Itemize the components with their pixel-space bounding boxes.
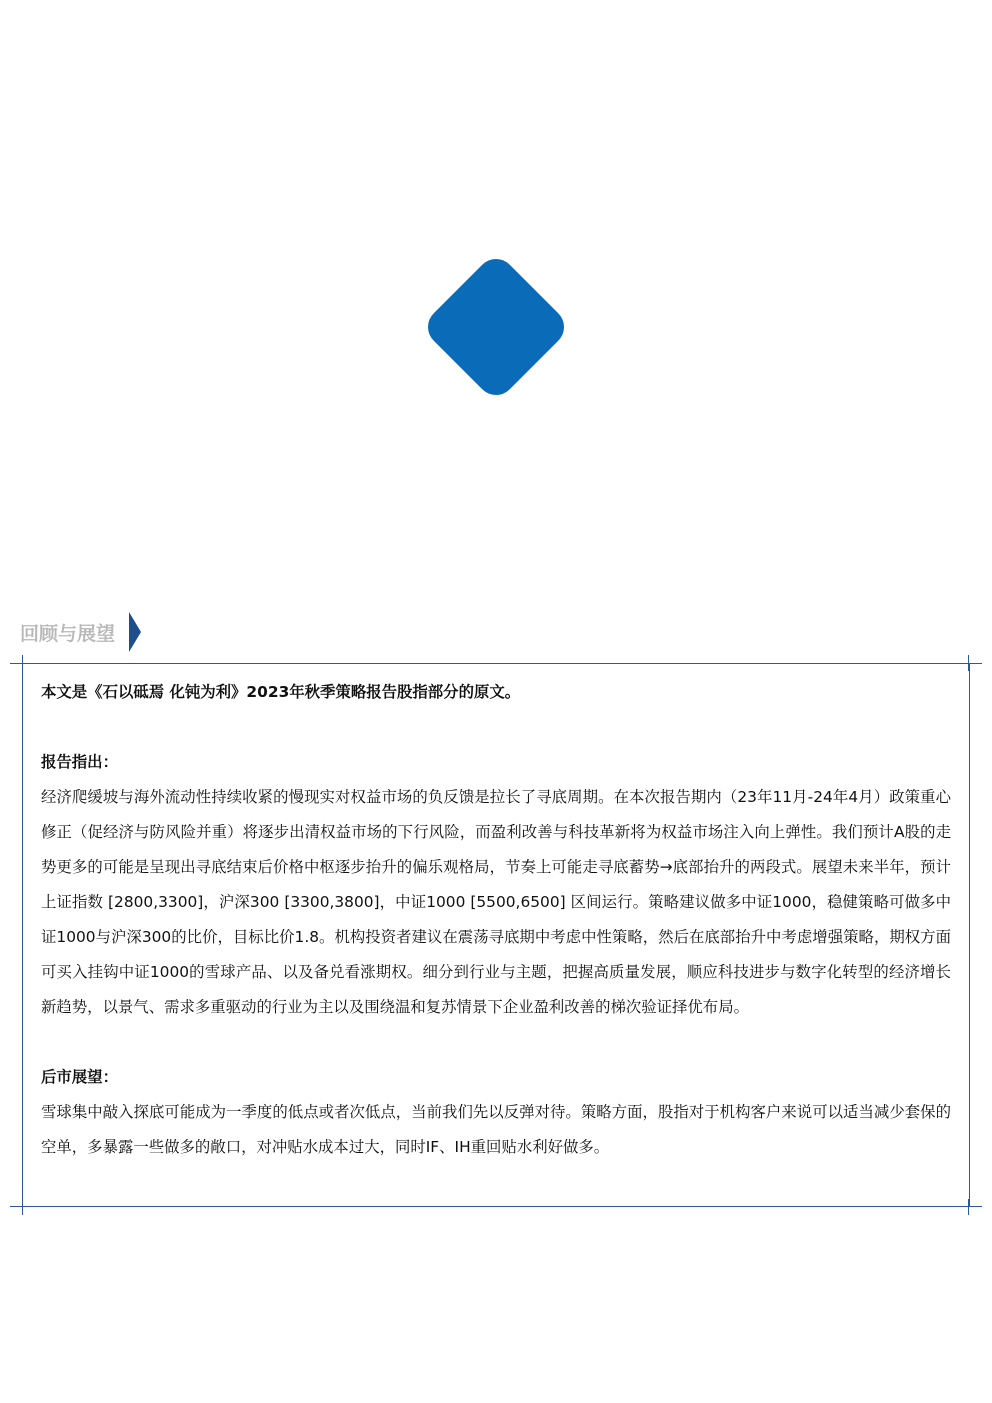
- spacer: [41, 710, 951, 745]
- section-header: [20, 612, 141, 652]
- outlook-body: 雪球集中敲入探底可能成为一季度的低点或者次低点，当前我们先以反弹对待。策略方面，股指对于机构客户来说可以适当减少套保的空单，多暴露一些做多的敞口，对冲贴水成本过大，同时IF、IH重回贴水利好做多。: [41, 1103, 951, 1156]
- report-content: [41, 675, 951, 1165]
- frame-bottom-rule: [10, 1206, 982, 1207]
- frame-corner-tick: [22, 655, 23, 671]
- report-body: 经济爬缓坡与海外流动性持续收紧的慢现实对权益市场的负反馈是拉长了寻底周期。在本次报告期内（23年11月-24年4月）政策重心修正（促经济与防风险并重）将逐步出清权益市场的下行风险，而盈利改善与科技革新将为权益市场注入向上弹性。我们预计A股的走势更多的可能是呈现出寻底结束后价格中枢逐步抬升的偏乐观格局，节奏上可能走寻底蓄势→底部抬升的两段式。展望未来半年，预计上证指数 [2800,3300]，沪深300 [3300,3800]，中证1000 [5500,6500] 区间运行。策略建议做多中证1000，稳健策略可做多中证1000与沪深300的比价，目标比价1.8。机构投资者建议在震荡寻底期中考虑中性策略，然后在底部抬升中考虑增强策略，期权方面可买入挂钩中证1000的雪球产品、以及备兑看涨期权。细分到行业与主题，把握高质量发展，顺应科技进步与数字化转型的经济增长新趋势，以景气、需求多重驱动的行业为主以及围绕温和复苏情景下企业盈利改善的梯次验证择优布局。: [41, 788, 951, 1016]
- section-title: 回顾与展望: [20, 622, 116, 645]
- section-arrow-icon: [129, 612, 141, 652]
- frame-corner-tick: [968, 655, 969, 671]
- spacer: [41, 1025, 951, 1060]
- outlook-heading: 后市展望：: [41, 1068, 118, 1086]
- diamond-logo-shape: [424, 255, 568, 399]
- report-heading: 报告指出：: [41, 753, 118, 771]
- diamond-logo-icon: [424, 255, 568, 399]
- frame-corner-tick: [968, 1199, 969, 1215]
- frame-corner-tick: [22, 1199, 23, 1215]
- intro-text: 本文是《石以砥焉 化钝为利》2023年秋季策略报告股指部分的原文。: [41, 683, 521, 701]
